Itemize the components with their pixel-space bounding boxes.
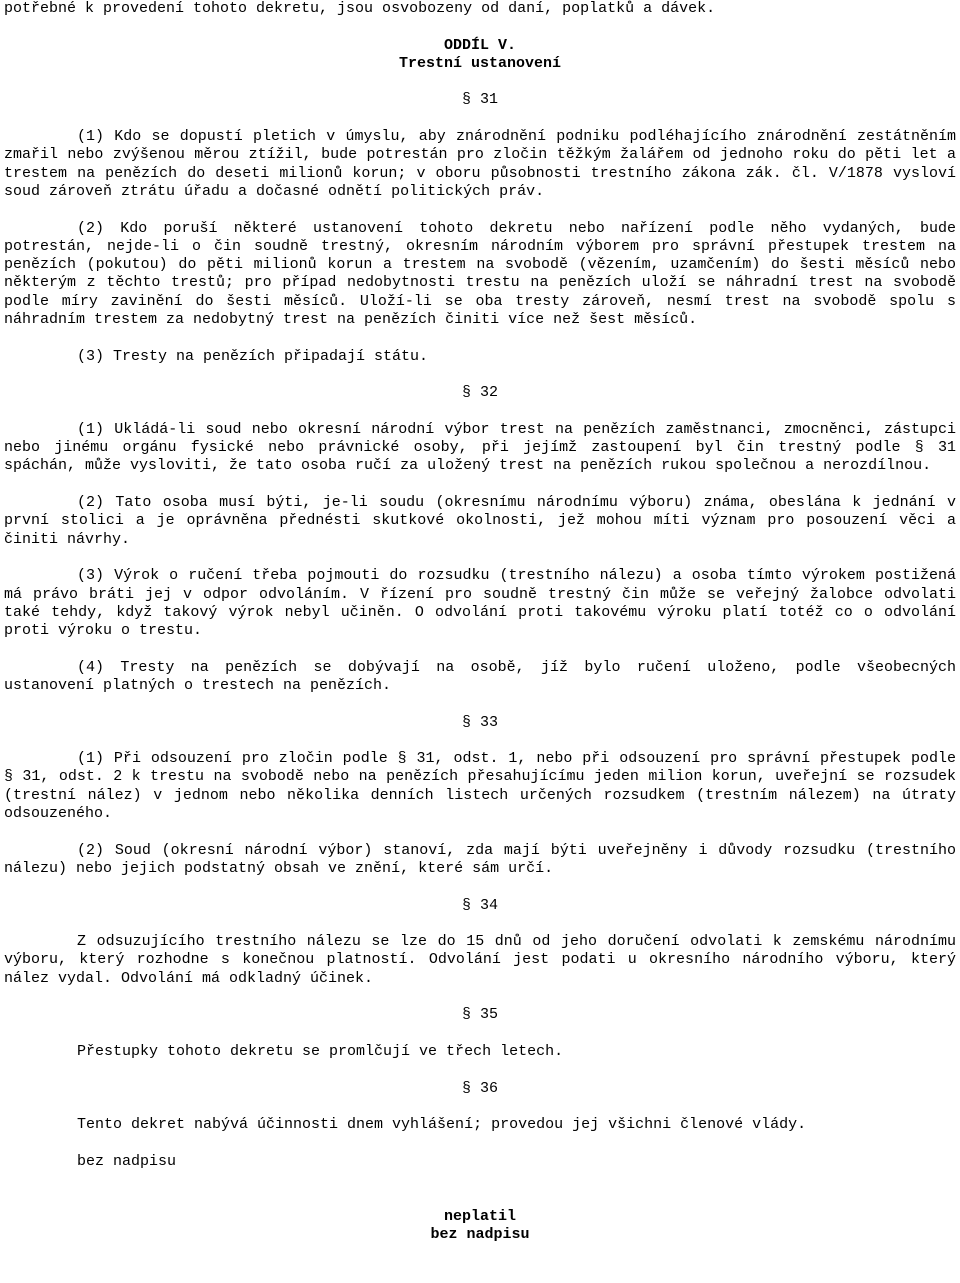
- footer-heading: bez nadpisu: [430, 1225, 530, 1243]
- section-32-paragraph-2: (2) Tato osoba musí býti, je-li soudu (okresnímu národnímu výboru) známa, obeslána k jednání v první stolici a je oprávněna přednésti skutkové okolnosti, jež mohou míti význam pro posouzení věci a činiti návrhy.: [4, 494, 956, 548]
- section-32-paragraph-3: (3) Výrok o ručení třeba pojmouti do rozsudku (trestního nálezu) a osoba tímto výrokem postižená má právo bráti jej v odpor odvoláním. V řízení pro soudně trestný čin může se veřejný žalobce odvolati také tehdy, když takový výrok nebyl učiněn. O odvolání proti takovému výroku platí totéž co o odvolání proti výroku o trestu.: [4, 567, 956, 640]
- section-heading-32: § 32: [461, 384, 498, 402]
- section-31-paragraph-1: (1) Kdo se dopustí pletich v úmyslu, aby znárodnění podniku podléhajícího znárodnění zestátněním zmařil nebo zvýšenou měrou ztížil, bude potrestán pro zločin těžkým žalářem od jednoho roku do pěti let a trestem na penězích do deseti milionů korun; v oboru působnosti trestního zákona zák. čl. V/1878 vysloví soud zároveň ztrátu úřadu a dočasné odnětí politických práv.: [4, 128, 956, 200]
- spacer: [4, 695, 956, 713]
- section-36-paragraph-1: Tento dekret nabývá účinnosti dnem vyhlášení; provedou jej všichni členové vlády.: [77, 1116, 807, 1134]
- part-number: ODDÍL V.: [443, 36, 516, 54]
- section-31-paragraph-3: (3) Tresty na penězích připadají státu.: [77, 347, 429, 365]
- spacer: [4, 73, 956, 91]
- section-32-paragraph-4: (4) Tresty na penězích se dobývají na osobě, jíž bylo ručení uloženo, podle všeobecných ustanovení platných o trestech na penězích.: [4, 658, 956, 694]
- spacer: [4, 403, 956, 421]
- spacer: [4, 329, 956, 347]
- spacer: [4, 915, 956, 933]
- spacer: [4, 1134, 956, 1152]
- carryover-line: potřebné k provedení tohoto dekretu, jsou osvobozeny od daní, poplatků a dávek.: [4, 0, 716, 17]
- spacer: [4, 1061, 956, 1079]
- section-heading-35: § 35: [461, 1006, 498, 1024]
- section-heading-34: § 34: [461, 896, 498, 914]
- spacer: [4, 732, 956, 750]
- section-34-paragraph-1: Z odsuzujícího trestního nálezu se lze do 15 dnů od jeho doručení odvolati k zemskému národnímu výboru, který rozhodne s konečnou platností. Odvolání jest podati u okresního národního výboru, který nález vydal. Odvolání má odkladný účinek.: [4, 933, 956, 987]
- spacer: [4, 201, 956, 219]
- spacer: [4, 476, 956, 494]
- spacer: [4, 878, 956, 896]
- section-heading-36: § 36: [461, 1079, 498, 1097]
- spacer: [4, 988, 956, 1006]
- document-page: [4, 0, 956, 1244]
- section-heading-33: § 33: [461, 713, 498, 731]
- spacer: [4, 1189, 956, 1207]
- spacer: [4, 549, 956, 567]
- section-32-paragraph-1: (1) Ukládá-li soud nebo okresní národní výbor trest na penězích zaměstnanci, zmocněnci, zástupci nebo jinému orgánu fysické nebo právnické osoby, při jejímž zastoupení byl čin trestný podle § 31 spáchán, může vysloviti, že tato osoba ručí za uložený trest na penězích rukou společnou a nerozdílnou.: [4, 420, 956, 475]
- spacer: [4, 366, 956, 384]
- spacer: [4, 640, 956, 658]
- section-35-paragraph-1: Přestupky tohoto dekretu se promlčují ve třech letech.: [77, 1042, 564, 1060]
- section-heading-31: § 31: [461, 91, 498, 109]
- footer-status: neplatil: [443, 1207, 516, 1225]
- closing-note: bez nadpisu: [77, 1152, 177, 1170]
- spacer: [4, 1025, 956, 1043]
- part-title: Trestní ustanovení: [398, 54, 562, 72]
- spacer: [4, 110, 956, 128]
- spacer: [4, 18, 956, 36]
- section-33-paragraph-1: (1) Při odsouzení pro zločin podle § 31, odst. 1, nebo při odsouzení pro správní přestupek podle § 31, odst. 2 k trestu na svobodě nebo na penězích přesahujícímu jeden milion korun, uveřejní se rozsudek (trestní nález) v jednom nebo několika denních listech určených rozsudkem (trestním nálezem) na útraty odsouzeného.: [4, 750, 956, 823]
- spacer: [4, 1098, 956, 1116]
- section-31-paragraph-2: (2) Kdo poruší některé ustanovení tohoto dekretu nebo nařízení podle něho vydaných, bude potrestán, nejde-li o čin soudně trestný, okresním národním výborem pro správní přestupek trestem na penězích (pokutou) do pěti milionů korun a trestem na svobodě (vězením, uzamčením) do šesti měsíců nebo některým z těchto trestů; pro případ nedobytnosti trestu na penězích uloží se náhradní trest na svobodě podle míry zavinění do šesti měsíců. Uloží-li se oba tresty zároveň, nesmí trest na svobodě spolu s náhradním trestem za nedobytný trest na penězích činiti více než šest měsíců.: [4, 219, 956, 329]
- spacer: [4, 823, 956, 841]
- section-33-paragraph-2: (2) Soud (okresní národní výbor) stanoví, zda mají býti uveřejněny i důvody rozsudku (trestního nálezu) nebo jejich podstatný obsah ve znění, které sám určí.: [4, 841, 956, 877]
- spacer: [4, 1171, 956, 1189]
